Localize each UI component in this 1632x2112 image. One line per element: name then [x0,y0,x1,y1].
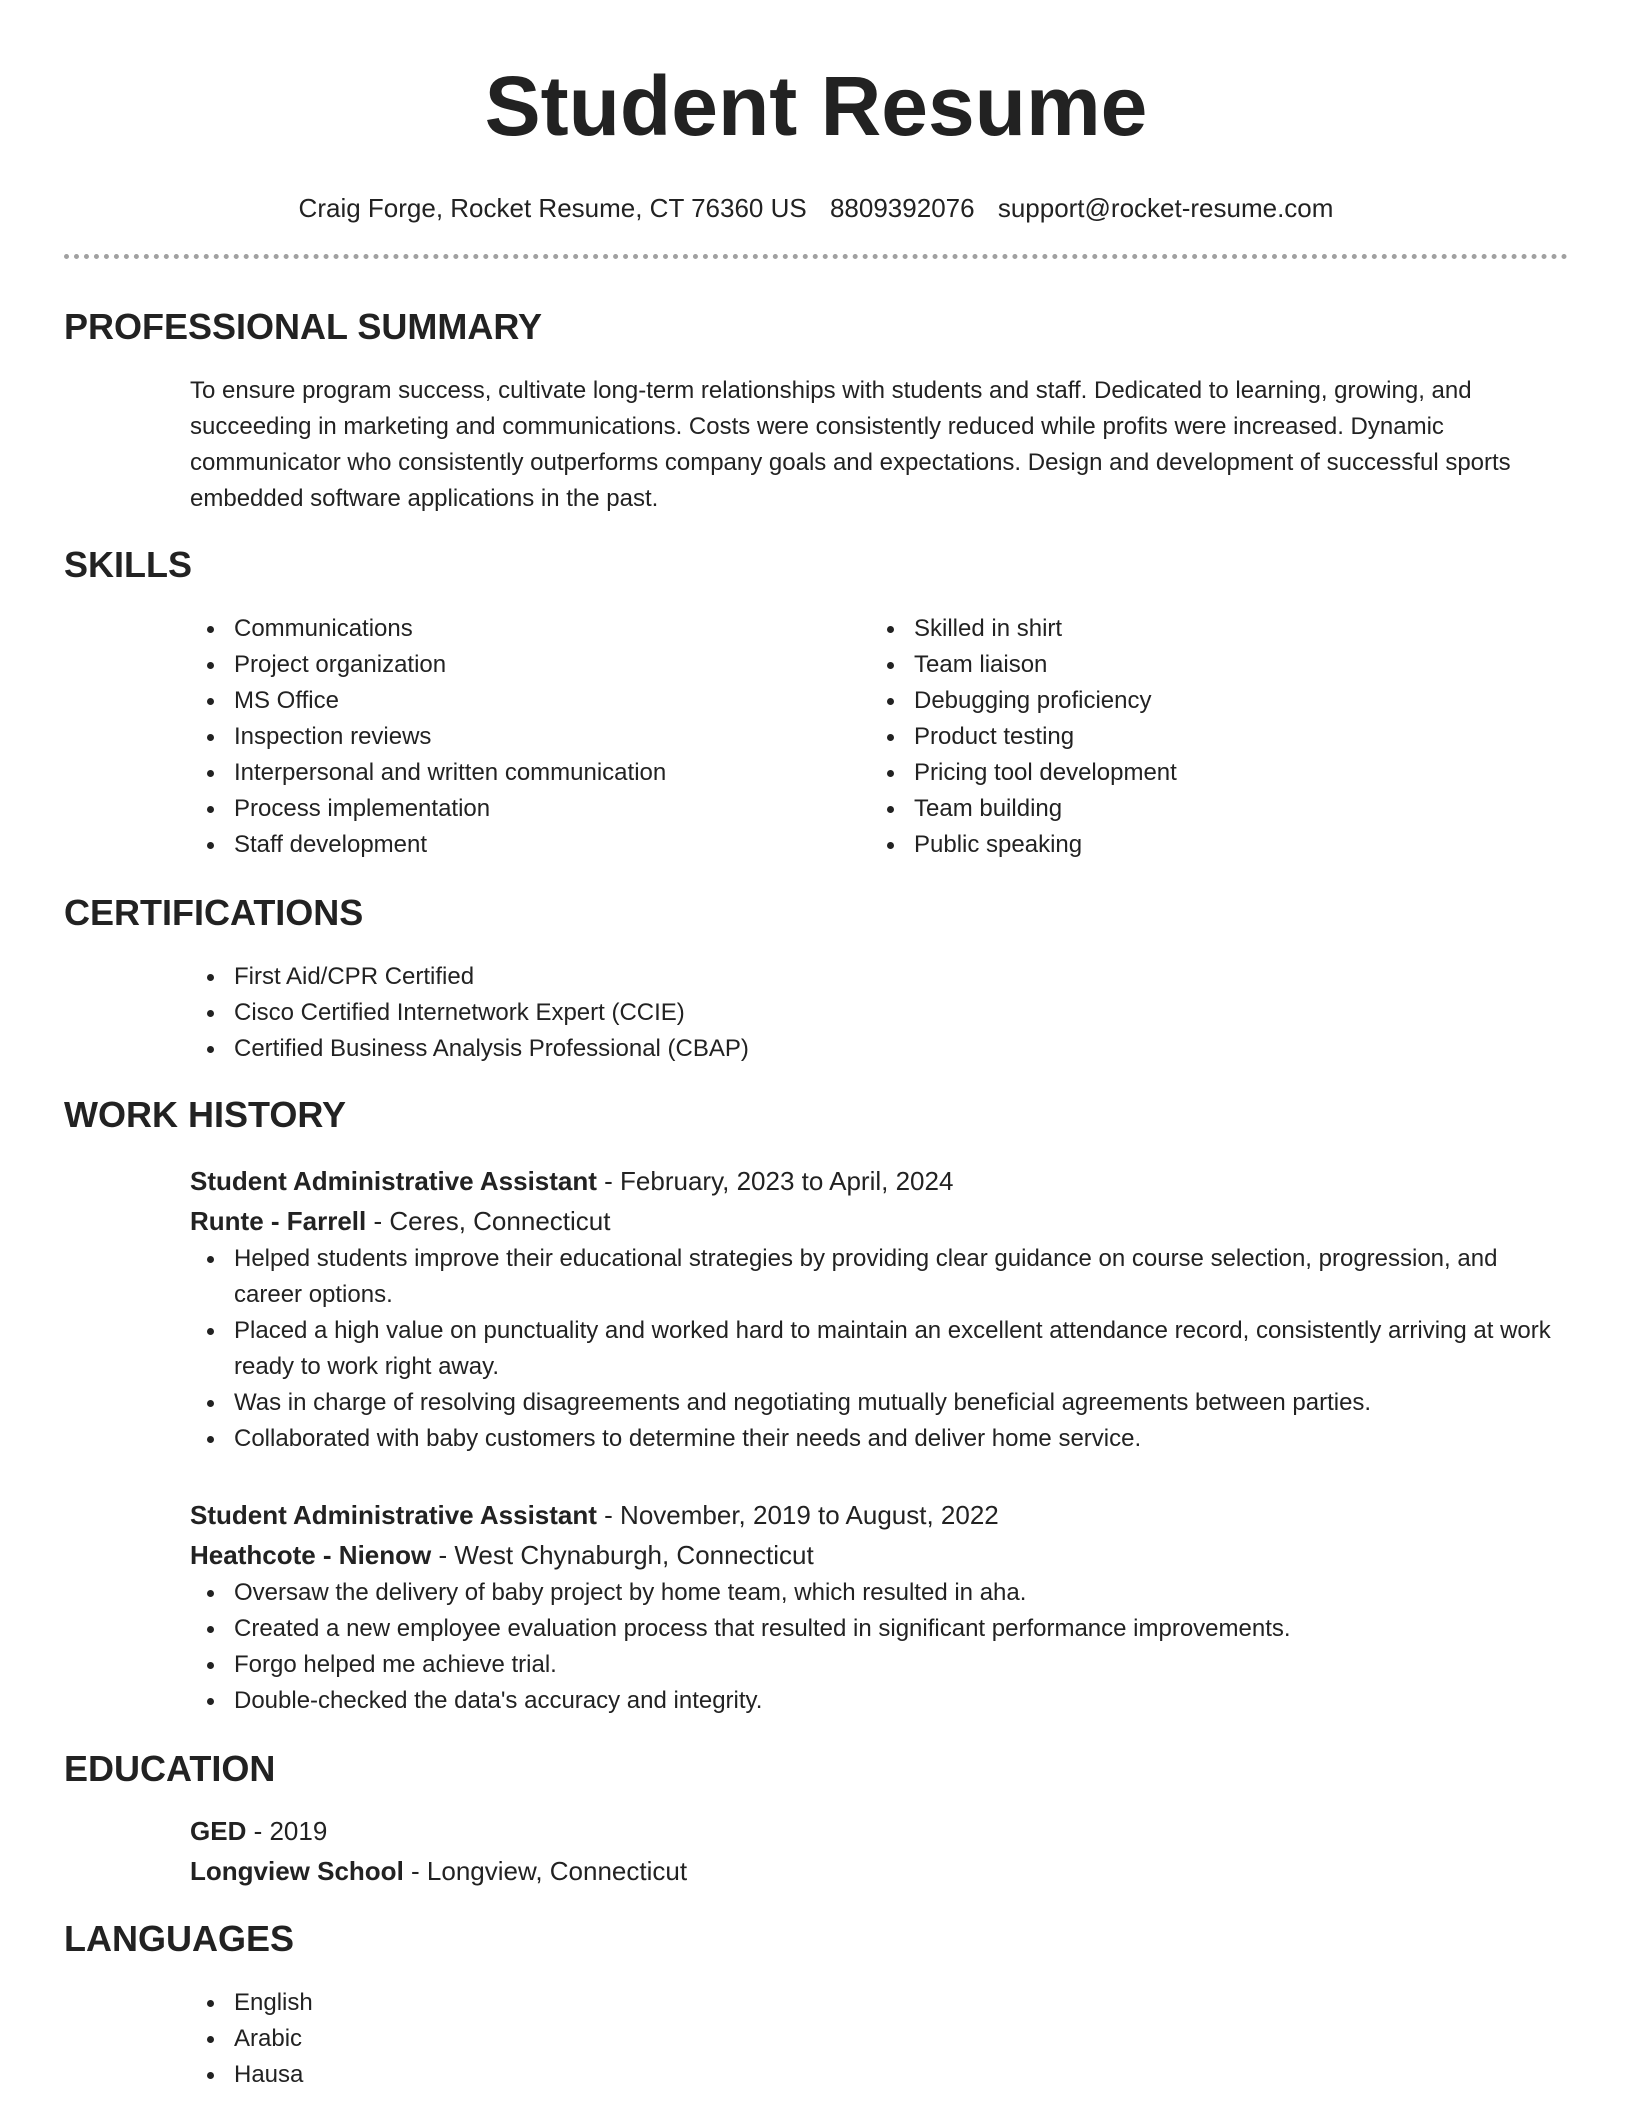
list-item: Project organization [234,647,870,683]
education-school: Longview School [190,1856,404,1886]
contact-email: support@rocket-resume.com [997,193,1334,223]
resume-title: Student Resume [484,59,1148,153]
list-item: Collaborated with baby customers to determine their needs and deliver home service. [234,1421,1568,1457]
job-role: Student Administrative Assistant [190,1500,597,1530]
list-item: Debugging proficiency [914,683,1550,719]
job-company: Heathcote - Nienow [190,1540,432,1570]
education-section [64,1747,1568,1891]
job-dates: - November, 2019 to August, 2022 [596,1500,999,1530]
work-history-section [64,1093,1568,1719]
contact-address: Craig Forge, Rocket Resume, CT 76360 US [298,193,807,223]
languages-section [64,1917,1568,2093]
work-history-heading: WORK HISTORY [64,1094,347,1135]
list-item: Placed a high value on punctuality and worked hard to maintain an excellent attendance record, consistently arriving at work ready to work right away. [234,1313,1568,1385]
job-title-line [190,1161,1568,1201]
list-item: Created a new employee evaluation process that resulted in significant performance improvements. [234,1611,1568,1647]
job-company-line [190,1201,1568,1241]
list-item: Staff development [234,827,870,863]
list-item: Arabic [234,2021,1568,2057]
skills-column-left [190,611,870,863]
education-school-line [190,1851,1568,1891]
work-history-body [190,1161,1568,1719]
summary-text: To ensure program success, cultivate long-term relationships with students and staff. Dedicated to learning, growing, and succeeding in marketing and communications. Costs were consistently reduced while profits were increased. Dynamic communicator who consistently outperforms company goals and expectations. Design and development of successful sports embedded software applications in the past. [190,377,1511,512]
list-item: Forgo helped me achieve trial. [234,1647,1568,1683]
list-item: Process implementation [234,791,870,827]
list-item: Helped students improve their educational strategies by providing clear guidance on course selection, progression, and career options. [234,1241,1568,1313]
job-entry [190,1495,1568,1719]
contact-line [64,192,1568,224]
skills-heading: SKILLS [64,544,193,585]
job-role: Student Administrative Assistant [190,1166,597,1196]
education-year: - 2019 [246,1816,328,1846]
job-title-line [190,1495,1568,1535]
summary-section [64,305,1568,517]
list-item: Product testing [914,719,1550,755]
list-item: Cisco Certified Internetwork Expert (CCIE) [234,995,1568,1031]
skills-list-right [870,611,1550,863]
job-entry [190,1161,1568,1457]
contact-phone: 8809392076 [829,193,975,223]
skills-list-left [190,611,870,863]
list-item: Hausa [234,2057,1568,2093]
list-item: Team liaison [914,647,1550,683]
job-location: - Ceres, Connecticut [366,1206,611,1236]
job-dates: - February, 2023 to April, 2024 [596,1166,954,1196]
list-item: Pricing tool development [914,755,1550,791]
certifications-section [64,891,1568,1067]
list-item: Certified Business Analysis Professional (CBAP) [234,1031,1568,1067]
languages-list [190,1985,1568,2093]
languages-heading: LANGUAGES [64,1918,295,1959]
list-item: Public speaking [914,827,1550,863]
list-item: English [234,1985,1568,2021]
job-company-line [190,1535,1568,1575]
list-item: Double-checked the data's accuracy and integrity. [234,1683,1568,1719]
job-location: - West Chynaburgh, Connecticut [431,1540,814,1570]
list-item: Was in charge of resolving disagreements and negotiating mutually beneficial agreements between parties. [234,1385,1568,1421]
job-duties-list [190,1241,1568,1457]
languages-body [190,1985,1568,2093]
list-item: MS Office [234,683,870,719]
job-company: Runte - Farrell [190,1206,367,1236]
header-divider [64,254,1568,259]
education-degree-line [190,1811,1568,1851]
list-item: Team building [914,791,1550,827]
certifications-body [190,959,1568,1067]
certifications-list [190,959,1568,1067]
skills-column-right [870,611,1550,863]
education-heading: EDUCATION [64,1748,276,1789]
education-body [190,1811,1568,1891]
list-item: Interpersonal and written communication [234,755,870,791]
list-item: Communications [234,611,870,647]
job-duties-list [190,1575,1568,1719]
skills-grid [190,611,1568,863]
summary-heading: PROFESSIONAL SUMMARY [64,306,543,347]
list-item: Skilled in shirt [914,611,1550,647]
list-item: First Aid/CPR Certified [234,959,1568,995]
list-item: Oversaw the delivery of baby project by home team, which resulted in aha. [234,1575,1568,1611]
list-item: Inspection reviews [234,719,870,755]
certifications-heading: CERTIFICATIONS [64,892,364,933]
education-location: - Longview, Connecticut [403,1856,688,1886]
education-degree: GED [190,1816,247,1846]
skills-section [64,543,1568,863]
